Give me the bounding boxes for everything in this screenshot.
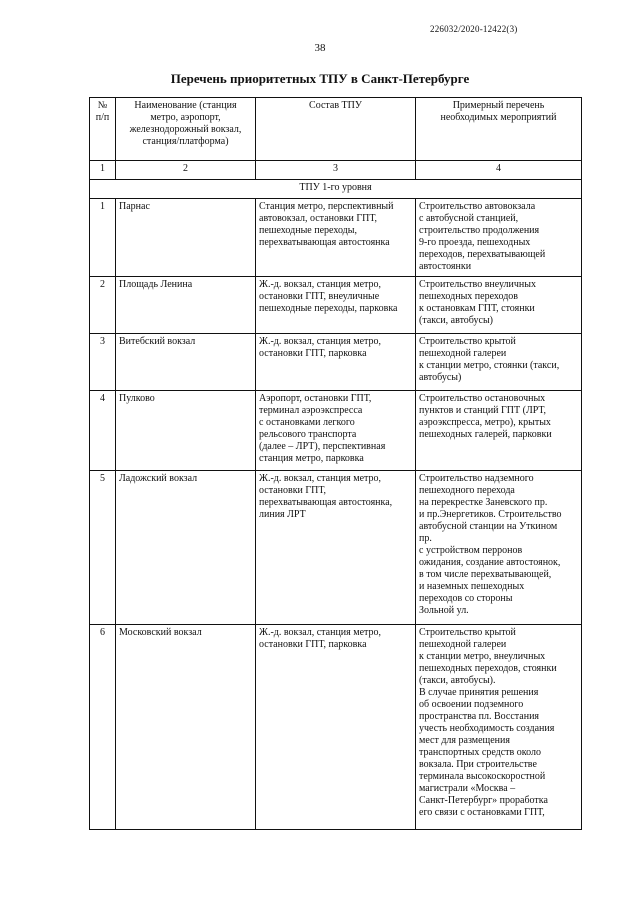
row-num: 5 — [90, 471, 116, 625]
table-row — [90, 625, 582, 830]
row-name: Площадь Ленина — [116, 277, 256, 334]
page-number: 38 — [314, 42, 326, 54]
table-row — [90, 391, 582, 471]
level-row — [90, 180, 582, 199]
header-num: № п/п — [90, 98, 116, 161]
table-row — [90, 334, 582, 391]
header-measures: Примерный перечень необходимых мероприятий — [416, 98, 582, 161]
tpu-table — [89, 97, 582, 830]
header-name: Наименование (станция метро, аэропорт, железнодорожный вокзал, станция/платформа) — [116, 98, 256, 161]
row-measures: Строительство автовокзала с автобусной станцией, строительство продолжения 9-го проезда, пешеходных переходов, перехватывающей автостоянки — [416, 199, 582, 277]
table-row — [90, 199, 582, 277]
table-row — [90, 471, 582, 625]
level-label: ТПУ 1-го уровня — [90, 180, 582, 199]
column-number: 1 — [90, 161, 116, 180]
row-composition: Аэропорт, остановки ГПТ, терминал аэроэкспресса с остановками легкого рельсового транспорта (далее – ЛРТ), перспективная станция метро, парковка — [256, 391, 416, 471]
column-number: 4 — [416, 161, 582, 180]
row-name: Ладожский вокзал — [116, 471, 256, 625]
header-composition: Состав ТПУ — [256, 98, 416, 161]
row-num: 1 — [90, 199, 116, 277]
row-name: Пулково — [116, 391, 256, 471]
row-num: 6 — [90, 625, 116, 830]
row-composition: Ж.-д. вокзал, станция метро, остановки ГПТ, парковка — [256, 625, 416, 830]
row-composition: Ж.-д. вокзал, станция метро, остановки ГПТ, перехватывающая автостоянка, линия ЛРТ — [256, 471, 416, 625]
column-number: 3 — [256, 161, 416, 180]
row-num: 3 — [90, 334, 116, 391]
row-composition: Ж.-д. вокзал, станция метро, остановки ГПТ, внеуличные пешеходные переходы, парковка — [256, 277, 416, 334]
row-measures: Строительство внеуличных пешеходных переходов к остановкам ГПТ, стоянки (такси, автобусы) — [416, 277, 582, 334]
row-measures: Строительство остановочных пунктов и станций ГПТ (ЛРТ, аэроэкспресса, метро), крытых пешеходных галерей, парковки — [416, 391, 582, 471]
column-numbers-row — [90, 161, 582, 180]
row-num: 4 — [90, 391, 116, 471]
page-title: Перечень приоритетных ТПУ в Санкт-Петербурге — [170, 71, 470, 86]
row-measures: Строительство крытой пешеходной галереи к станции метро, внеуличных пешеходных переходов, стоянки (такси, автобусы). В случае принятия решения об освоении подземного пространства пл. Восстания учесть необходимость создания мест для размещения транспортных средств около вокзала. При строительстве терминала высокоскоростной магистрали «Москва – Санкт-Петербург» проработка его связи с остановками ГПТ, — [416, 625, 582, 830]
column-number: 2 — [116, 161, 256, 180]
row-name: Витебский вокзал — [116, 334, 256, 391]
table-header-row — [90, 98, 582, 161]
row-num: 2 — [90, 277, 116, 334]
row-composition: Ж.-д. вокзал, станция метро, остановки ГПТ, парковка — [256, 334, 416, 391]
row-name: Парнас — [116, 199, 256, 277]
row-measures: Строительство крытой пешеходной галереи к станции метро, стоянки (такси, автобусы) — [416, 334, 582, 391]
row-name: Московский вокзал — [116, 625, 256, 830]
document-id: 226032/2020-12422(3) — [430, 24, 518, 34]
row-composition: Станция метро, перспективный автовокзал, остановки ГПТ, пешеходные переходы, перехватывающая автостоянка — [256, 199, 416, 277]
row-measures: Строительство надземного пешеходного перехода на перекрестке Заневского пр. и пр.Энергетиков. Строительство автобусной станции на Уткином пр. с устройством перронов ожидания, создание автостоянок, в том числе перехватывающей, и наземных пешеходных переходов со стороны Зольной ул. — [416, 471, 582, 625]
table-row — [90, 277, 582, 334]
